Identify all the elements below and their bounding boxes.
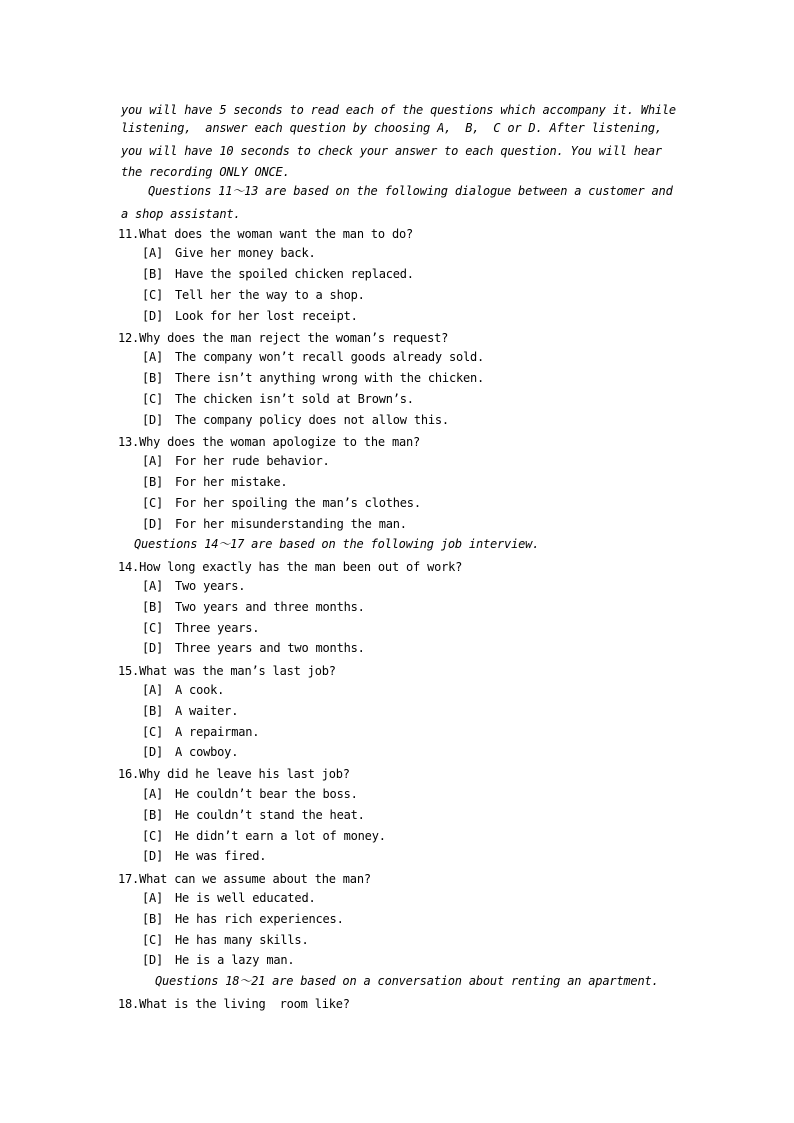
- answer-option: [142, 496, 421, 510]
- option-text: He is a lazy man.: [175, 953, 295, 967]
- option-mark: [A]: [142, 350, 164, 364]
- option-text: Three years and two months.: [175, 641, 365, 655]
- option-text: A cook.: [175, 683, 225, 697]
- answer-option: [142, 745, 238, 759]
- answer-option: [142, 829, 386, 843]
- question-stem: 18.What is the living room like?: [118, 997, 350, 1011]
- option-text: The chicken isn’t sold at Brown’s.: [175, 392, 414, 406]
- answer-option: [142, 454, 330, 468]
- option-mark: [B]: [142, 600, 164, 614]
- option-text: A waiter.: [175, 704, 239, 718]
- question-stem: 11.What does the woman want the man to do?: [118, 227, 414, 241]
- answer-option: [142, 475, 287, 489]
- question-stem: 13.Why does the woman apologize to the man?: [118, 435, 421, 449]
- option-mark: [C]: [142, 621, 164, 635]
- option-text: He is well educated.: [175, 891, 316, 905]
- answer-option: [142, 371, 484, 385]
- option-mark: [A]: [142, 246, 164, 260]
- question-stem: 15.What was the man’s last job?: [118, 664, 336, 678]
- option-text: A repairman.: [175, 725, 260, 739]
- option-text: Tell her the way to a shop.: [175, 288, 365, 302]
- option-mark: [A]: [142, 454, 164, 468]
- option-text: There isn’t anything wrong with the chicken.: [175, 371, 485, 385]
- instruction-line-4: the recording ONLY ONCE.: [121, 165, 290, 179]
- option-mark: [D]: [142, 953, 164, 967]
- option-text: A cowboy.: [175, 745, 239, 759]
- section-heading-1-cont: a shop assistant.: [121, 207, 241, 221]
- option-text: For her mistake.: [175, 475, 288, 489]
- option-mark: [A]: [142, 787, 164, 801]
- option-mark: [D]: [142, 413, 164, 427]
- option-mark: [B]: [142, 371, 164, 385]
- option-text: He couldn’t stand the heat.: [175, 808, 365, 822]
- answer-option: [142, 246, 316, 260]
- answer-option: [142, 787, 358, 801]
- option-mark: [D]: [142, 641, 164, 655]
- option-text: Two years and three months.: [175, 600, 365, 614]
- answer-option: [142, 517, 407, 531]
- answer-option: [142, 704, 238, 718]
- option-mark: [B]: [142, 704, 164, 718]
- option-mark: [C]: [142, 288, 164, 302]
- answer-option: [142, 912, 344, 926]
- option-text: He didn’t earn a lot of money.: [175, 829, 386, 843]
- option-mark: [C]: [142, 496, 164, 510]
- answer-option: [142, 849, 266, 863]
- answer-option: [142, 579, 245, 593]
- option-mark: [C]: [142, 933, 164, 947]
- answer-option: [142, 953, 294, 967]
- instruction-line-1: you will have 5 seconds to read each of the questions which accompany it. While: [121, 103, 676, 117]
- answer-option: [142, 288, 365, 302]
- option-text: Three years.: [175, 621, 260, 635]
- option-mark: [D]: [142, 309, 164, 323]
- option-mark: [D]: [142, 849, 164, 863]
- option-text: For her spoiling the man’s clothes.: [175, 496, 421, 510]
- option-mark: [B]: [142, 912, 164, 926]
- answer-option: [142, 808, 365, 822]
- option-text: Look for her lost receipt.: [175, 309, 358, 323]
- answer-option: [142, 725, 259, 739]
- option-text: For her misunderstanding the man.: [175, 517, 407, 531]
- answer-option: [142, 621, 259, 635]
- answer-option: [142, 413, 449, 427]
- option-text: For her rude behavior.: [175, 454, 330, 468]
- answer-option: [142, 267, 414, 281]
- instruction-line-2: listening, answer each question by choosing A, B, C or D. After listening,: [121, 121, 662, 135]
- option-mark: [B]: [142, 475, 164, 489]
- option-mark: [B]: [142, 267, 164, 281]
- option-text: He has rich experiences.: [175, 912, 344, 926]
- option-text: Two years.: [175, 579, 246, 593]
- answer-option: [142, 891, 316, 905]
- section-heading-1: Questions 11～13 are based on the following dialogue between a customer and: [148, 184, 673, 198]
- answer-option: [142, 933, 308, 947]
- option-mark: [C]: [142, 829, 164, 843]
- question-stem: 16.Why did he leave his last job?: [118, 767, 350, 781]
- option-mark: [C]: [142, 392, 164, 406]
- answer-option: [142, 600, 365, 614]
- option-mark: [D]: [142, 745, 164, 759]
- option-text: He has many skills.: [175, 933, 309, 947]
- answer-option: [142, 641, 365, 655]
- section-heading-3: Questions 18～21 are based on a conversation about renting an apartment.: [155, 974, 659, 988]
- option-mark: [A]: [142, 579, 164, 593]
- option-text: He couldn’t bear the boss.: [175, 787, 358, 801]
- option-mark: [C]: [142, 725, 164, 739]
- question-stem: 14.How long exactly has the man been out of work?: [118, 560, 463, 574]
- option-text: Give her money back.: [175, 246, 316, 260]
- question-stem: 12.Why does the man reject the woman’s request?: [118, 331, 449, 345]
- option-mark: [A]: [142, 891, 164, 905]
- option-mark: [B]: [142, 808, 164, 822]
- instruction-line-3: you will have 10 seconds to check your answer to each question. You will hear: [121, 144, 662, 158]
- option-mark: [D]: [142, 517, 164, 531]
- question-stem: 17.What can we assume about the man?: [118, 872, 371, 886]
- answer-option: [142, 309, 358, 323]
- section-heading-2: Questions 14～17 are based on the following job interview.: [134, 537, 540, 551]
- option-text: The company won’t recall goods already sold.: [175, 350, 485, 364]
- answer-option: [142, 683, 224, 697]
- option-text: He was fired.: [175, 849, 267, 863]
- answer-option: [142, 392, 414, 406]
- answer-option: [142, 350, 484, 364]
- option-text: The company policy does not allow this.: [175, 413, 449, 427]
- option-text: Have the spoiled chicken replaced.: [175, 267, 414, 281]
- option-mark: [A]: [142, 683, 164, 697]
